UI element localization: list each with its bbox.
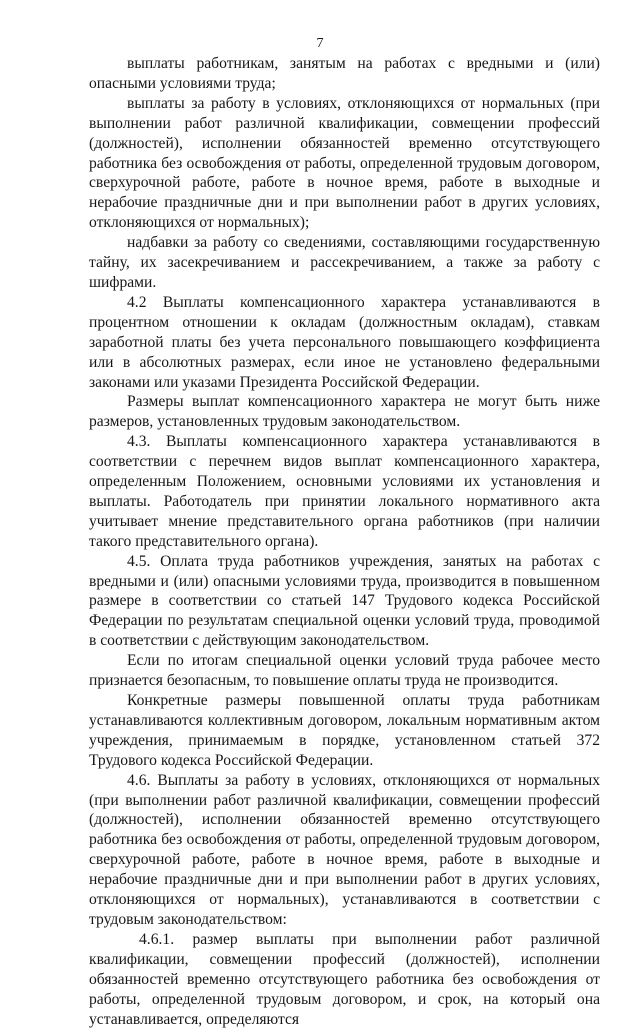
paragraph-harmful-conditions: выплаты работникам, занятым на работах с вредными и (или) опасными условиями труда;: [89, 55, 600, 92]
paragraph-4-3: 4.3. Выплаты компенсационного характера устанавливаются в соответствии с перечнем видов выплат компенсационного характера, определенным Положением, основными условиями их установления и выплаты. Работодатель при принятии локального нормативного акта учитывает мнение представительного органа работников (при наличии такого представительного органа).: [89, 433, 600, 550]
paragraph-4-6-1: 4.6.1. размер выплаты при выполнении работ различной квалификации, совмещении профессий (должностей), исполнении обязанностей временно отсутствующего работника без освобождения от работы, определенной трудовым договором, и срок, на который она устанавливается, определяются: [89, 930, 600, 1028]
paragraph-safe-workplace: Если по итогам специальной оценки условий труда рабочее место признается безопасным, то повышение оплаты труда не производится.: [89, 652, 600, 690]
paragraph-state-secret-allowance: надбавки за работу со сведениями, составляющими государственную тайну, их засекречиванием и рассекречиванием, а также за работу с шифрами.: [89, 234, 600, 291]
paragraph-4-6: 4.6. Выплаты за работу в условиях, отклоняющихся от нормальных (при выполнении работ различной квалификации, совмещении профессий (должностей), исполнении обязанностей временно отсутствующего работника без освобождения от работы, определенной трудовым договором, сверхурочной работе, работе в ночное время, работе в выходные и нерабочие праздничные дни и при выполнении работ в других условиях, отклоняющихся от нормальных), устанавливаются в соответствии с трудовым законодательством:: [89, 771, 600, 928]
paragraph-4-5: 4.5. Оплата труда работников учреждения, занятых на работах с вредными и (или) опасными условиями труда, производится в повышенном размере в соответствии со статьей 147 Трудового кодекса Российской Федерации по результатам специальной оценки условий труда, проводимой в соответствии с действующим законодательством.: [89, 552, 600, 650]
paragraph-abnormal-conditions: выплаты за работу в условиях, отклоняющихся от нормальных (при выполнении работ различной квалификации, совмещении профессий (должностей), исполнении обязанностей временно отсутствующего работника без освобождения от работы, определенной трудовым договором, сверхурочной работе, работе в ночное время, работе в выходные и нерабочие праздничные дни и при выполнении работ в других условиях, отклоняющихся от нормальных);: [89, 94, 600, 232]
paragraph-specific-amounts: Конкретные размеры повышенной оплаты труда работникам устанавливаются коллективным договором, локальным нормативным актом учреждения, принимаемым в порядке, установленном статьей 372 Трудового кодекса Российской Федерации.: [89, 692, 600, 769]
paragraph-minimum-amounts: Размеры выплат компенсационного характера не могут быть ниже размеров, установленных трудовым законодательством.: [89, 393, 600, 431]
paragraph-4-2: 4.2 Выплаты компенсационного характера устанавливаются в процентном отношении к окладам (должностным окладам), ставкам заработной платы без учета персонального повышающего коэффициента или в абсолютных размерах, если иное не установлено федеральными законами или указами Президента Российской Федерации.: [89, 293, 600, 391]
document-body: [89, 54, 600, 1029]
page-number: 7: [316, 36, 324, 51]
